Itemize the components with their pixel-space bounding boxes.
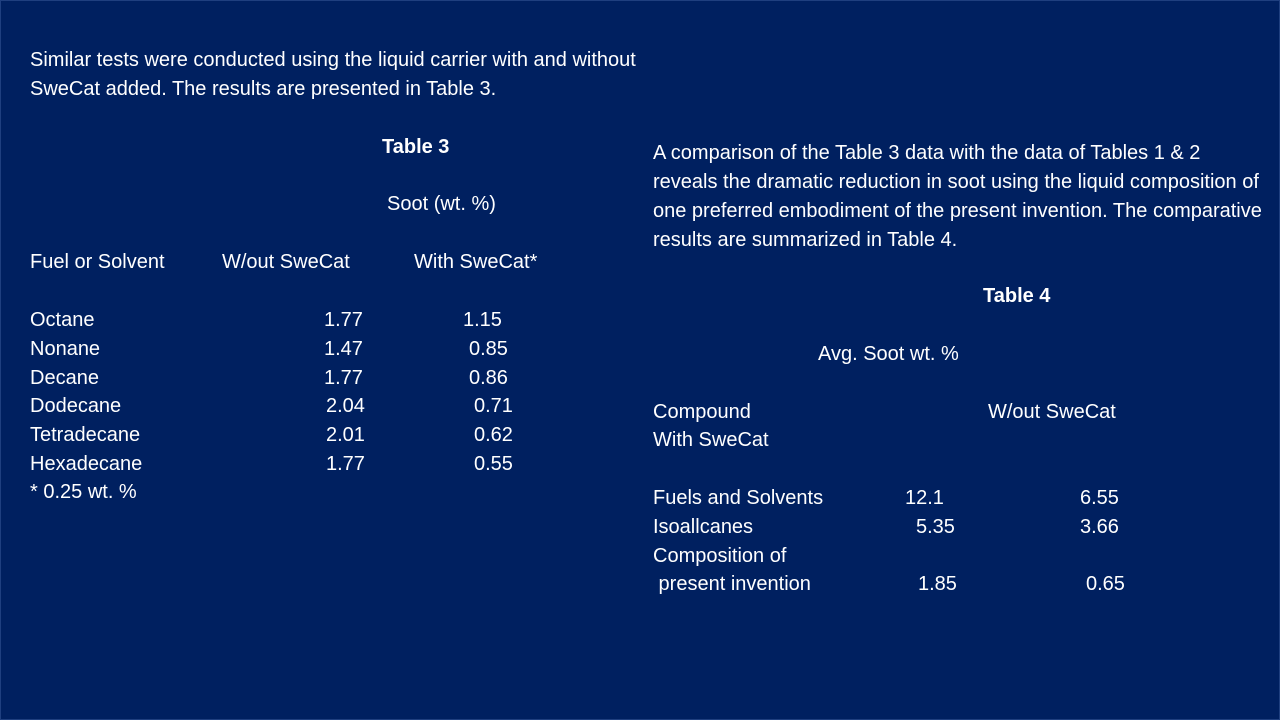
table4-header-compound: Compound	[653, 401, 751, 423]
table4-row-with: 0.65	[1086, 573, 1125, 595]
table4-header-with: With SweCat	[653, 429, 769, 451]
table3-row-name: Nonane	[30, 338, 101, 360]
table3-footnote: * 0.25 wt. %	[30, 481, 137, 503]
table4-title: Table 4	[983, 285, 1051, 307]
table4-subtitle: Avg. Soot wt. %	[818, 343, 959, 365]
table3-row-without: 1.77	[324, 309, 363, 331]
table3-row-with: 0.85	[469, 338, 508, 360]
table3-row-name: Octane	[30, 309, 95, 331]
table4-row-with: 6.55	[1080, 487, 1119, 509]
table4-row-name: Fuels and Solvents	[653, 487, 824, 509]
table4-row-without: 5.35	[916, 516, 955, 538]
table3-row-without: 2.04	[326, 395, 365, 417]
table3-row-without: 1.77	[324, 367, 363, 389]
table3-row-without: 1.47	[324, 338, 363, 360]
table3-row-without: 2.01	[326, 424, 365, 446]
table4-row-name: present invention	[653, 573, 811, 595]
table4-row-without: 1.85	[918, 573, 957, 595]
table3-header-without: W/out SweCat	[222, 251, 350, 273]
table3-row-without: 1.77	[326, 453, 365, 475]
table4-row-without: 12.1	[905, 487, 944, 509]
intro-paragraph: Similar tests were conducted using the liquid carrier with and without SweCat added. The results are presented in Table 3.	[30, 49, 636, 100]
table4-row-with: 3.66	[1080, 516, 1119, 538]
table3-row-with: 1.15	[463, 309, 502, 331]
table3-header-with: With SweCat*	[414, 251, 538, 273]
table3-row-name: Decane	[30, 367, 99, 389]
table3-row-name: Dodecane	[30, 395, 122, 417]
table3-row-name: Tetradecane	[30, 424, 141, 446]
table3-title: Table 3	[382, 136, 450, 158]
table3-row-with: 0.71	[474, 395, 513, 417]
table4-header-without: W/out SweCat	[988, 401, 1116, 423]
table3-row-with: 0.55	[474, 453, 513, 475]
table3-row-name: Hexadecane	[30, 453, 143, 475]
table3-header-fuel: Fuel or Solvent	[30, 251, 165, 273]
table4-row-name: Isoallcanes	[653, 516, 754, 538]
table3-row-with: 0.62	[474, 424, 513, 446]
table4-row-name: Composition of	[653, 545, 787, 567]
comparison-paragraph: A comparison of the Table 3 data with the data of Tables 1 & 2 reveals the dramatic reduction in soot using the liquid composition of one preferred embodiment of the present invention. The comparative results are summarized in Table 4.	[653, 142, 1262, 251]
table3-subtitle: Soot (wt. %)	[387, 193, 496, 215]
table3-row-with: 0.86	[469, 367, 508, 389]
